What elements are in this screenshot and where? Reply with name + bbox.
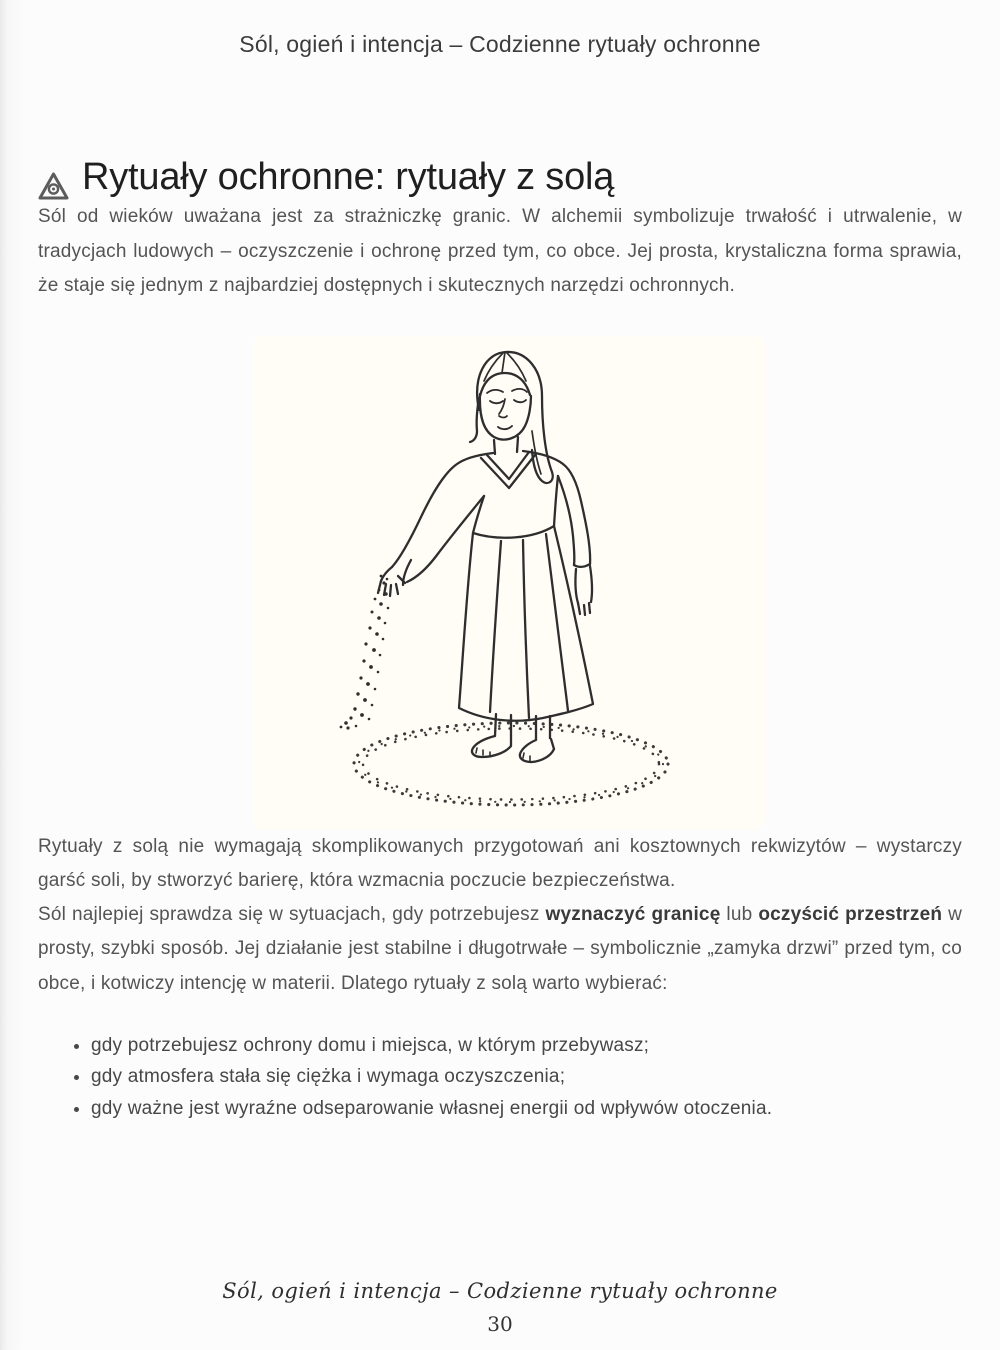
list-item: • gdy atmosfera stała się ciężka i wymaga oczyszczenia; xyxy=(91,1062,962,1091)
paragraph-no-requisites: Rytuały z solą nie wymagają skomplikowanych przygotowań ani kosztownych rekwizytów – wystarczy garść soli, by stworzyć barierę, która wzmacnia poczucie bezpieczeństwa. xyxy=(38,835,962,892)
bold-set-boundary: wyznaczyć granicę xyxy=(545,904,721,926)
paragraph-when-to-use xyxy=(38,898,962,1001)
paragraph-when-to-use-mid: lub xyxy=(720,904,759,926)
page-number: 30 xyxy=(487,1312,513,1336)
list-item: • gdy potrzebujesz ochrony domu i miejsca, w którym przebywasz; xyxy=(91,1031,962,1060)
bold-cleanse-space: oczyścić przestrzeń xyxy=(758,904,943,926)
list-item: • gdy ważne jest wyraźne odseparowanie własnej energii od wpływów otoczenia. xyxy=(91,1094,962,1123)
page-title xyxy=(38,154,962,200)
alchemy-triangle-icon xyxy=(38,165,69,193)
page-title-text: Rytuały ochronne: rytuały z solą xyxy=(82,156,615,198)
paragraph-intro: Sól od wieków uważana jest za strażniczkę granic. W alchemii symbolizuje trwałość i utrwalenie, w tradycjach ludowych – oczyszczenie i ochronę przed tym, co obce. Jej prosta, krystaliczna forma sprawia, że staje się jednym z najbardziej dostępnych i skutecznych narzędzi ochronnych. xyxy=(38,206,962,296)
page-footer xyxy=(38,1279,962,1350)
salt-ritual-illustration xyxy=(253,336,765,830)
woman-sprinkling-salt-drawing xyxy=(253,336,765,830)
paragraph-when-to-use-lead: Sól najlepiej sprawdza się w sytuacjach, gdy potrzebujesz xyxy=(38,904,546,926)
running-header: Sól, ogień i intencja – Codzienne rytuały ochronne xyxy=(239,31,761,57)
ritual-use-cases-list xyxy=(38,1031,962,1125)
footer-book-title: Sól, ogień i intencja – Codzienne rytuały ochronne xyxy=(222,1279,778,1303)
paragraph-when-to-use-rest: w prosty, szybki sposób. Jej działanie jest stabilne i długotrwałe – symbolicznie „zamyka drzwi” przed tym, co obce, i kotwiczy intencję w materii. Dlatego rytuały z solą warto wybierać: xyxy=(38,904,963,994)
